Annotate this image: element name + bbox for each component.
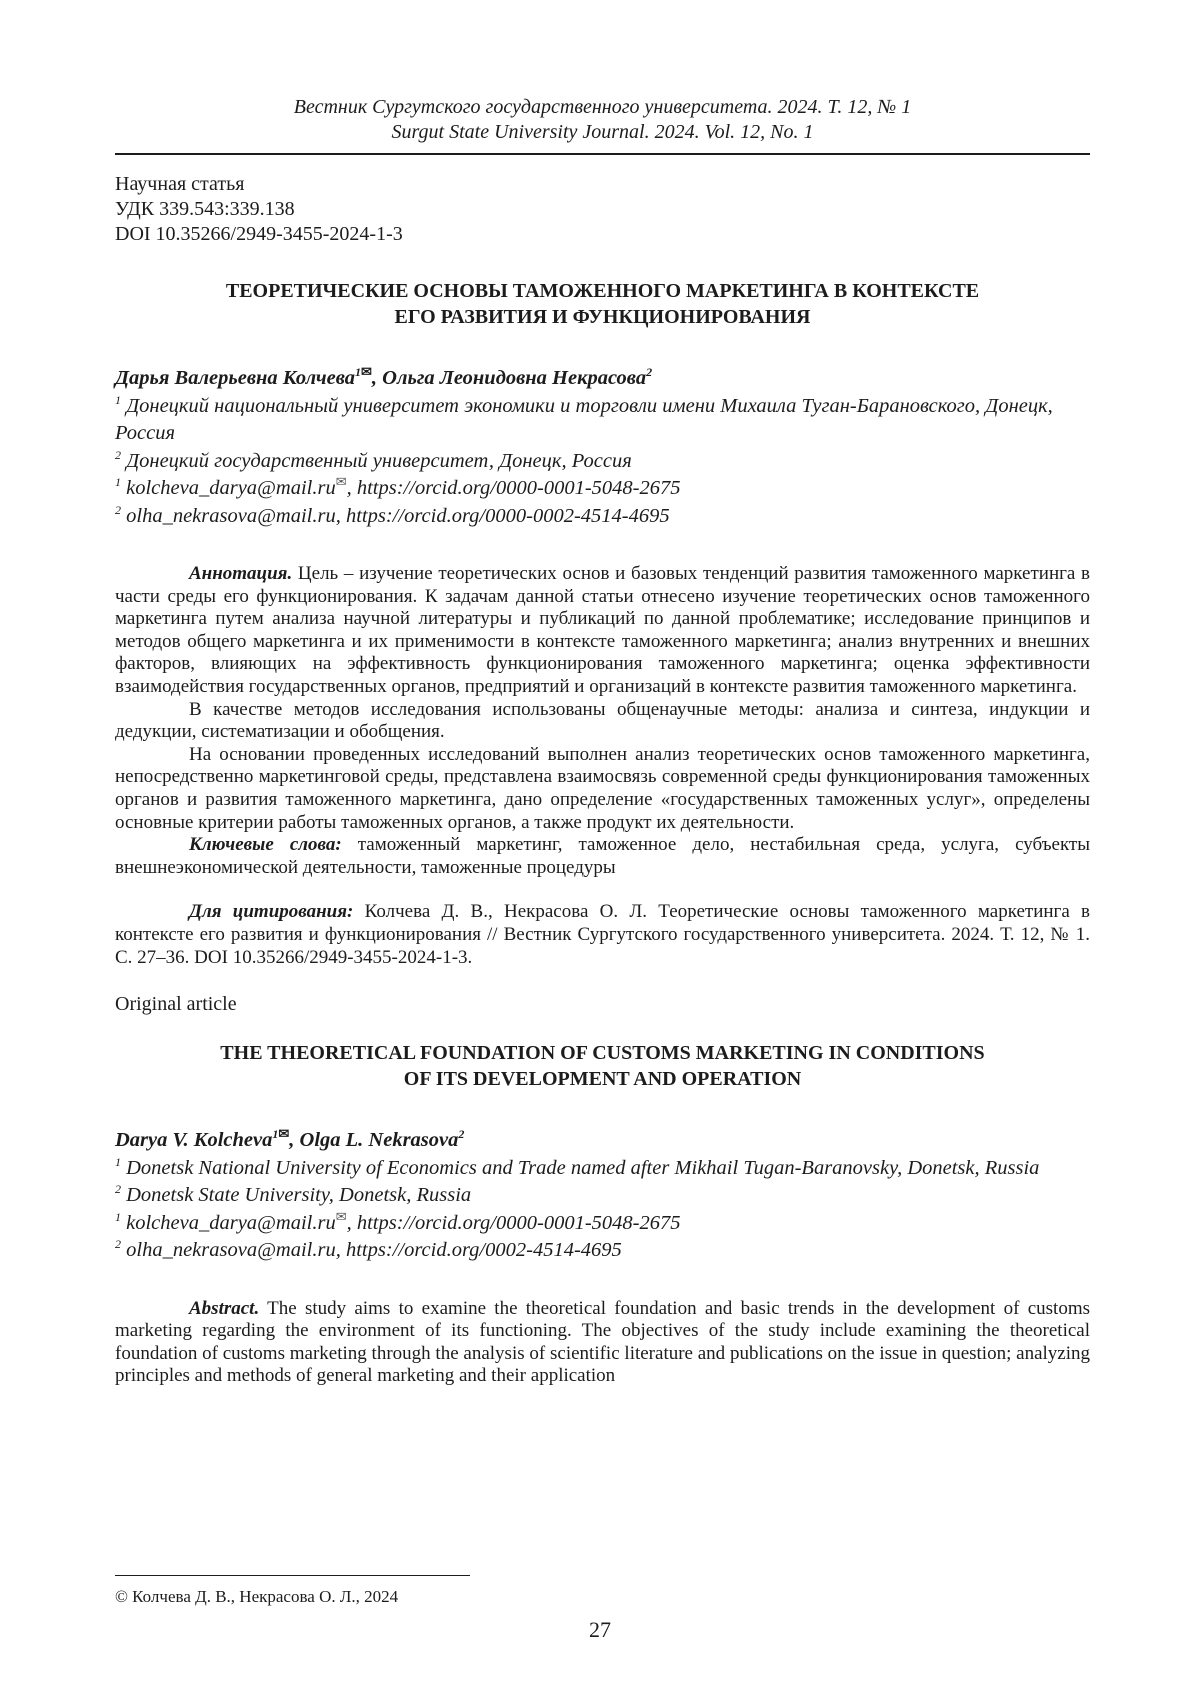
keywords-label-ru: Ключевые слова: [189, 834, 342, 856]
title-ru [140, 278, 1065, 330]
email-orcid-link[interactable]: olha_nekrasova@mail.ru, https://orcid.org/0002-4514-4695 [126, 1239, 622, 1262]
author-names-en: Darya V. Kolcheva$^{1✉}$, Olga L. Nekrasova$^2$ [115, 1126, 465, 1152]
title-ru-line-2: ЕГО РАЗВИТИЯ И ФУНКЦИОНИРОВАНИЯ [394, 306, 811, 328]
running-head [115, 95, 1090, 145]
journal-title-en: Surgut State University Journal. 2024. Vol. 12, No. 1 [391, 121, 814, 143]
contact-2-en: $^2$ olha_nekrasova@mail.ru, https://orcid.org/0002-4514-4695 [115, 1237, 622, 1262]
abstract-label-ru: Аннотация. [189, 563, 293, 584]
author-2-name-ru: Ольга Леонидовна Некрасова [382, 367, 647, 389]
author-1-name-ru: Дарья Валерьевна Колчева [115, 367, 355, 389]
affiliation-2-ru-text: Донецкий государственный университет, Донецк, Россия [126, 449, 632, 472]
article-page [115, 0, 1090, 1388]
authors-block-en [115, 1127, 1090, 1265]
contact-1-en: $^1$ kolcheva_darya@mail.ru✉, https://orcid.org/0000-0001-5048-2675 [115, 1208, 681, 1234]
copyright-footnote: © Колчева Д. В., Некрасова О. Л., 2024 [115, 1587, 399, 1606]
footnote-rule [115, 1575, 470, 1576]
orcid-link[interactable]: , https://orcid.org/0000-0001-5048-2675 [346, 1211, 681, 1234]
author-2-name-en: Olga L. Nekrasova [299, 1129, 459, 1152]
article-type-ru: Научная статья [115, 173, 245, 195]
abstract-ru-p2: В качестве методов исследования использованы общенаучные методы: анализа и синтеза, индукции и дедукции, систематизации и обобщения. [115, 698, 1090, 743]
title-en-line-2: OF ITS DEVELOPMENT AND OPERATION [403, 1068, 802, 1091]
envelope-icon: ✉ [278, 1126, 290, 1142]
affiliation-1-ru-text: Донецкий национальный университет экономики и торговли имени Михаила Туган-Барановского, Донецк, Россия [115, 394, 1053, 444]
contact-2-ru: $^2$ olha_nekrasova@mail.ru, https://orcid.org/0000-0002-4514-4695 [115, 502, 670, 527]
page-number: 27 [589, 1617, 611, 1642]
keywords-ru-text: таможенный маркетинг, таможенное дело, нестабильная среда, услуга, субъекты внешнеэкономической деятельности, таможенные процедуры [115, 834, 1091, 878]
envelope-icon: ✉ [335, 1208, 347, 1224]
orcid-link[interactable]: , https://orcid.org/0000-0001-5048-2675 [346, 477, 681, 499]
affiliation-2-en-text: Donetsk State University, Donetsk, Russia [126, 1184, 472, 1207]
author-names-ru: Дарья Валерьевна Колчева$^{1✉}$, Ольга Леонидовна Некрасова$^2$ [115, 364, 653, 389]
cite-label-ru: Для цитирования: [189, 901, 354, 923]
header-rule [115, 153, 1090, 155]
citation-ru [115, 901, 1090, 969]
abstract-ru [115, 563, 1090, 879]
keywords-ru [115, 834, 1090, 879]
abstract-label-en: Abstract. [189, 1297, 260, 1319]
title-en [140, 1040, 1065, 1092]
cite-ru-text: Колчева Д. В., Некрасова О. Л. Теоретические основы таможенного маркетинга в контексте его развития и функционирования // Вестник Сургутского государственного университета. 2024. Т. 12, № 1. С. 27–36. DOI 10.35266/2949-3455-2024-1-3. [115, 901, 1091, 968]
udc-code: УДК 339.543:339.138 [115, 198, 295, 220]
article-meta [115, 172, 1090, 247]
abstract-en [115, 1298, 1090, 1388]
doi: DOI 10.35266/2949-3455-2024-1-3 [115, 223, 403, 245]
affiliation-1-en: $^1$ Donetsk National University of Economics and Trade named after Mikhail Tugan-Baranovsky, Donetsk, Russia [115, 1154, 1040, 1179]
envelope-icon: ✉ [335, 474, 347, 490]
affiliation-2-en: $^2$ Donetsk State University, Donetsk, Russia [115, 1182, 472, 1207]
email-link[interactable]: kolcheva_darya@mail.ru [126, 477, 336, 499]
abstract-en-p1 [115, 1298, 1090, 1388]
article-type-en: Original article [115, 993, 237, 1016]
envelope-icon: ✉ [360, 364, 372, 380]
email-orcid-link[interactable]: olha_nekrasova@mail.ru, https://orcid.org/0000-0002-4514-4695 [126, 504, 670, 527]
author-1-name-en: Darya V. Kolcheva [115, 1129, 273, 1152]
abstract-en-text: The study aims to examine the theoretical foundation and basic trends in the development of customs marketing regarding the environment of its functioning. The objectives of the study include examining the theoretical foundation of customs marketing through the analysis of scientific literature and publications on the issue in question; analyzing principles and methods of general marketing and their application [115, 1297, 1090, 1387]
title-ru-line-1: ТЕОРЕТИЧЕСКИЕ ОСНОВЫ ТАМОЖЕННОГО МАРКЕТИНГА В КОНТЕКСТЕ [225, 280, 980, 302]
authors-block-ru [115, 365, 1090, 530]
contact-1-ru: $^1$ kolcheva_darya@mail.ru✉, https://orcid.org/0000-0001-5048-2675 [115, 474, 681, 499]
title-en-line-1: THE THEORETICAL FOUNDATION OF CUSTOMS MARKETING IN CONDITIONS [220, 1042, 985, 1065]
journal-title-ru: Вестник Сургутского государственного университета. 2024. Т. 12, № 1 [293, 96, 912, 118]
affiliation-1-ru: $^1$ Донецкий национальный университет экономики и торговли имени Михаила Туган-Барановского, Донецк, Россия [115, 392, 1053, 444]
abstract-ru-p3: На основании проведенных исследований выполнен анализ теоретических основ таможенного маркетинга, непосредственно маркетинговой среды, представлена взаимосвязь современной среды функционирования таможенных органов и развития таможенного маркетинга, дано определение «государственных таможенных услуг», определены основные критерии работы таможенных органов, а также продукт их деятельности. [115, 743, 1090, 833]
affiliation-1-en-text: Donetsk National University of Economics and Trade named after Mikhail Tugan-Baranovsky, Donetsk, Russia [126, 1156, 1040, 1179]
affiliation-2-ru: $^2$ Донецкий государственный университет, Донецк, Россия [115, 447, 632, 472]
abstract-ru-p1-text: Цель – изучение теоретических основ и базовых тенденций развития таможенного маркетинга в части среды его функционирования. К задачам данной статьи отнесено изучение теоретических основ таможенного маркетинга путем анализа научной литературы и публикаций по данной проблематике; исследование принципов и методов общего маркетинга и их применимости в контексте таможенного маркетинга; анализ внутренних и внешних факторов, влияющих на эффективность функционирования таможенного маркетинга; оценка эффективности взаимодействия государственных органов, предприятий и организаций в контексте развития таможенного маркетинга. [115, 563, 1090, 697]
abstract-ru-p1 [115, 563, 1090, 699]
email-link[interactable]: kolcheva_darya@mail.ru [126, 1211, 336, 1234]
